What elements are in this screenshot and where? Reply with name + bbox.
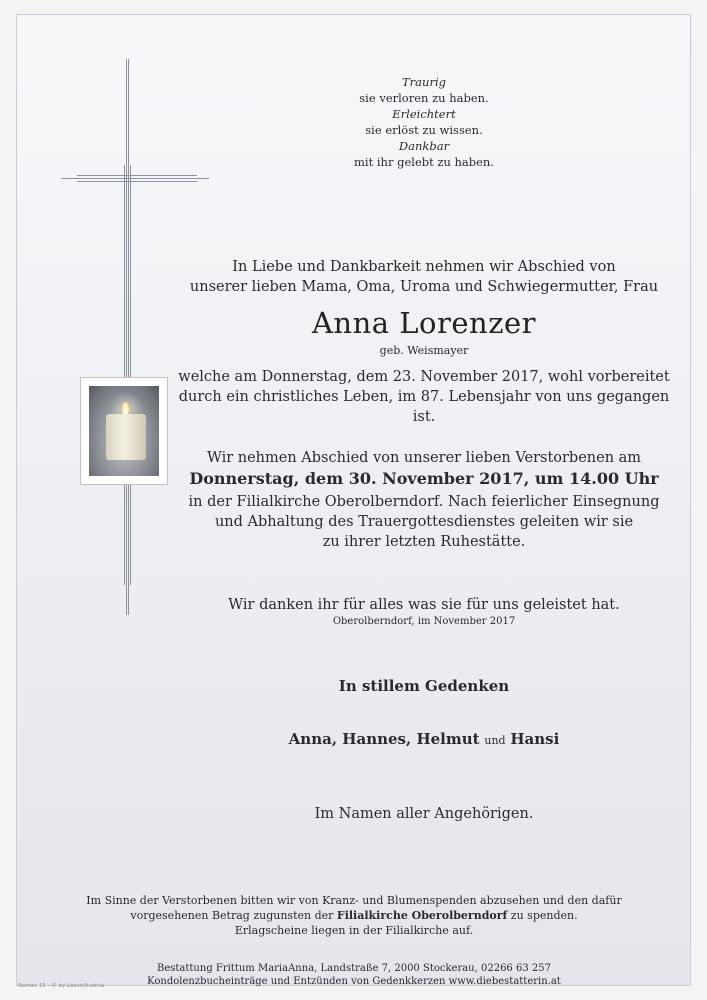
funeral-intro: Wir nehmen Abschied von unserer lieben Verstorbenen am: [206, 450, 642, 466]
deceased-name: Anna Lorenzer: [311, 306, 537, 340]
footer-line: Kondolenzbucheinträge und Entzünden von Gedenkkerzen www.diebestatterin.at: [147, 976, 561, 987]
death-notice: [177, 367, 671, 427]
death-line: durch ein christliches Leben, im 87. Lebensjahr von uns gegangen ist.: [178, 389, 670, 425]
intro-line: In Liebe und Dankbarkeit nehmen wir Abschied von: [232, 259, 616, 275]
funeral-line: zu ihrer letzten Ruhestätte.: [322, 534, 526, 550]
obituary-card: [16, 14, 691, 986]
poem: [177, 74, 671, 170]
family-names: [177, 729, 671, 751]
poem-line: sie verloren zu haben.: [359, 91, 489, 105]
separator: ,: [331, 730, 343, 748]
church-name: Filialkirche Oberolberndorf: [336, 909, 508, 922]
footer-line: Bestattung Frittum MariaAnna, Landstraße 7, 2000 Stockerau, 02266 63 257: [157, 963, 551, 974]
death-line: welche am Donnerstag, dem 23. November 2017, wohl vorbereitet: [178, 369, 670, 385]
poem-line: Dankbar: [398, 139, 450, 153]
family-name: Hansi: [510, 730, 560, 748]
flowers-line: Im Sinne der Verstorbenen bitten wir von Kranz- und Blumenspenden abzusehen und den dafür: [86, 894, 622, 907]
flowers-line: [31, 908, 677, 923]
poem-line: sie erlöst zu wissen.: [365, 123, 483, 137]
memorial-heading: In stillem Gedenken: [338, 677, 510, 695]
funeral-details: [177, 492, 671, 552]
flowers-text: zu spenden.: [507, 909, 578, 922]
birth-name: geb. Weismayer: [379, 344, 469, 357]
family-name: Anna: [288, 730, 332, 748]
imprint: Roman 15 - © by Lösch/Austria: [18, 983, 105, 989]
behalf-text: Im Namen aller Angehörigen.: [314, 806, 534, 822]
flowers-line: Erlagscheine liegen in der Filialkirche auf.: [234, 924, 474, 937]
poem-line: Erleichtert: [392, 107, 456, 121]
funeral-line: in der Filialkirche Oberolberndorf. Nach feierlicher Einsegnung: [188, 494, 660, 510]
footer: [31, 962, 677, 988]
family-name: Helmut: [416, 730, 480, 748]
flowers-notice: [31, 893, 677, 938]
separator: ,: [406, 730, 417, 748]
funeral-date: Donnerstag, dem 30. November 2017, um 14.00 Uhr: [189, 469, 659, 488]
flowers-text: vorgesehenen Betrag zugunsten der: [130, 909, 337, 922]
place-date: Oberolberndorf, im November 2017: [332, 616, 516, 627]
thanks-text: Wir danken ihr für alles was sie für uns geleistet hat.: [228, 597, 620, 613]
intro-line: unserer lieben Mama, Oma, Uroma und Schwiegermutter, Frau: [189, 279, 659, 295]
und-word: und: [484, 734, 506, 747]
family-name: Hannes: [342, 730, 406, 748]
poem-line: Traurig: [402, 75, 446, 89]
intro-text: [177, 257, 671, 297]
poem-line: mit ihr gelebt zu haben.: [354, 155, 494, 169]
candle-image: [80, 377, 168, 485]
funeral-line: und Abhaltung des Trauergottesdienstes geleiten wir sie: [214, 514, 634, 530]
